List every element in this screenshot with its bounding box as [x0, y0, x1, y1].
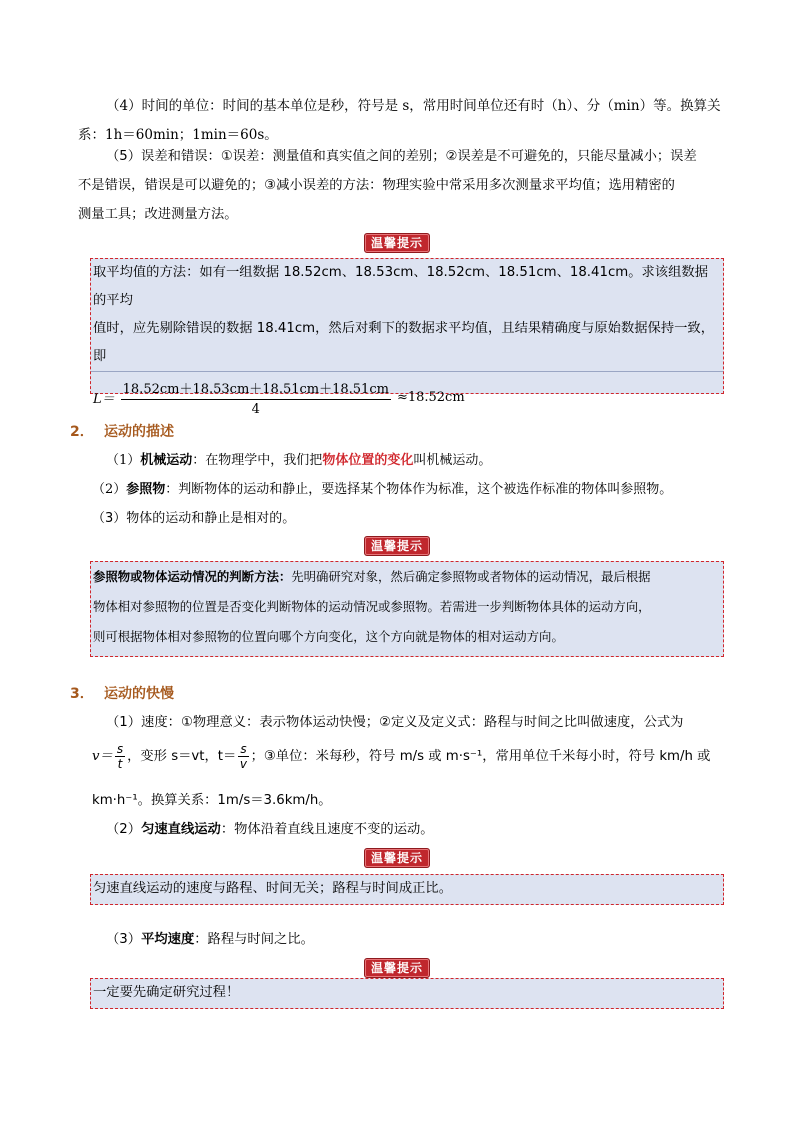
avg-term: 平均速度 — [141, 932, 195, 947]
formula-lhs: L＝ — [93, 392, 115, 407]
item1-text-a: ：在物理学中，我们把 — [192, 453, 323, 468]
uniform-motion-line — [92, 815, 724, 844]
uniform-text: ：物体沿着直线且速度不变的运动。 — [220, 822, 434, 837]
section-2-number: 2． — [70, 424, 94, 440]
item1-text-b: 叫机械运动。 — [413, 453, 492, 468]
tip-box-process — [90, 978, 724, 1009]
formula-numerator: 18.52cm＋18.53cm＋18.51cm＋18.51cm — [121, 378, 391, 400]
speed-definition: （1）速度：①物理意义：表示物体运动快慢；②定义及定义式：路程与时间之比叫做速度，公式为 — [106, 715, 684, 730]
tip-badge: 温馨提示 — [364, 536, 430, 556]
v-equals: v＝ — [92, 748, 113, 764]
tip1-line3: 即 — [93, 349, 107, 364]
tip-badge: 温馨提示 — [364, 958, 430, 978]
formula-denominator: 4 — [251, 402, 260, 417]
tip-badge-1-wrap — [0, 232, 794, 253]
tip-badge-3-wrap — [0, 847, 794, 868]
speed-line3 — [92, 786, 724, 815]
item1-prefix: （1） — [106, 453, 141, 468]
frac-v: v — [239, 757, 247, 771]
tip1-line2: 值时，应先剔除错误的数据 18.41cm，然后对剩下的数据求平均值，且结果精确度与原始数据保持一致， — [93, 321, 715, 336]
item1-highlight: 物体位置的变化 — [322, 453, 414, 468]
uniform-term: 匀速直线运动 — [141, 822, 221, 837]
section-2-heading — [70, 421, 174, 441]
speed-line1 — [92, 708, 724, 737]
item2-text: ：判断物体的运动和静止，要选择某个物体作为标准，这个被选作标准的物体叫参照物。 — [165, 482, 673, 497]
error-line3: 测量工具；改进测量方法。 — [78, 207, 238, 222]
tip2-line1: 先明确研究对象，然后确定参照物或者物体的运动情况，最后根据 — [291, 569, 651, 584]
formula-fraction — [121, 378, 391, 417]
tip-badge-2-wrap — [0, 535, 794, 556]
avg-text: ：路程与时间之比。 — [194, 932, 314, 947]
speed-conversion: km·h⁻¹。换算关系：1m/s＝3.6km/h。 — [92, 793, 332, 808]
frac-s: s — [116, 742, 124, 756]
tip-badge: 温馨提示 — [364, 848, 430, 868]
tip4-text: 一定要先确定研究过程！ — [93, 985, 240, 1000]
tip1-text — [91, 259, 723, 371]
tip-box-average — [90, 258, 724, 417]
tip-badge-4-wrap — [0, 957, 794, 978]
time-unit-line1: （4）时间的单位：时间的基本单位是秒，符号是 s，常用时间单位还有时（h）、分（min）等。换算关 — [106, 98, 721, 114]
uniform-prefix: （2） — [106, 822, 142, 837]
section-2-title: 运动的描述 — [104, 424, 174, 440]
tip2-label: 参照物或物体运动情况的判断方法： — [93, 569, 292, 584]
s-over-v — [238, 742, 248, 771]
frac-s2: s — [240, 742, 247, 756]
tip-badge: 温馨提示 — [364, 233, 430, 253]
tip2-line2: 物体相对参照物的位置是否变化判断物体的运动情况或参照物。若需进一步判断物体具体的运动方向， — [93, 599, 651, 614]
tip-box-reference — [90, 561, 724, 657]
time-unit-line2: 系：1h＝60min；1min＝60s。 — [78, 127, 278, 143]
tip2-text — [91, 562, 723, 652]
error-line1: （5）误差和错误：①误差：测量值和真实值之间的差别；②误差是不可避免的，只能尽量减小；误差 — [106, 149, 697, 164]
tip3-text: 匀速直线运动的速度与路程、时间无关；路程与时间成正比。 — [93, 881, 453, 896]
s-over-t — [115, 742, 125, 771]
section-3-title: 运动的快慢 — [104, 686, 174, 702]
item3-text: （3）物体的运动和静止是相对的。 — [92, 511, 296, 526]
item2-term: 参照物 — [126, 482, 166, 497]
tip2-line3: 则可根据物体相对参照物的位置向哪个方向变化，这个方向就是物体的相对运动方向。 — [93, 629, 564, 644]
section-3-heading — [70, 683, 174, 703]
tip1-line1: 取平均值的方法：如有一组数据 18.52cm、18.53cm、18.52cm、18.51cm、18.41cm。求该组数据的平均 — [93, 265, 708, 308]
speed-formula-line — [92, 742, 724, 771]
avg-prefix: （3） — [106, 932, 142, 947]
item1-term: 机械运动 — [140, 453, 193, 468]
frac-t: t — [117, 757, 123, 771]
section-2-body — [92, 446, 724, 533]
error-paragraph — [78, 142, 724, 229]
variant-a: ，变形 s＝vt，t＝ — [127, 748, 237, 764]
section-3-number: 3． — [70, 686, 94, 702]
average-speed-line — [92, 925, 724, 954]
average-formula — [91, 371, 723, 425]
variant-b: ；③单位：米每秒，符号 m/s 或 m·s⁻¹，常用单位千米每小时，符号 km/h 或 — [250, 748, 711, 764]
formula-rhs: ≈18.52cm — [396, 390, 465, 405]
error-line2: 不是错误，错误是可以避免的；③减小误差的方法：物理实验中常采用多次测量求平均值；选用精密的 — [78, 178, 675, 193]
item2-prefix: （2） — [92, 482, 127, 497]
tip-box-uniform — [90, 874, 724, 905]
